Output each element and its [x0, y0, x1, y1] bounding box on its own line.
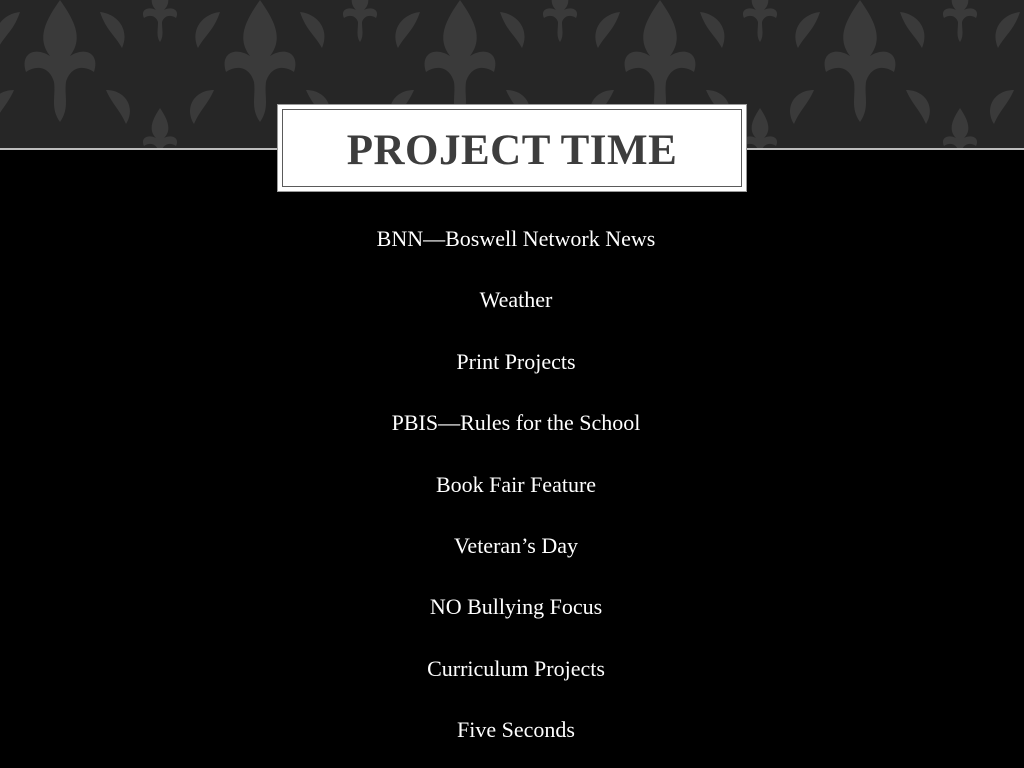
list-item: Print Projects	[456, 348, 576, 374]
slide-title: PROJECT TIME	[346, 126, 678, 174]
list-item: NO Bullying Focus	[429, 594, 603, 620]
list-item: Five Seconds	[457, 717, 575, 743]
list-item: Curriculum Projects	[427, 655, 605, 681]
list-item: BNN—Boswell Network News	[376, 226, 656, 251]
list-item: Book Fair Feature	[435, 471, 597, 497]
project-list	[0, 222, 1024, 768]
list-item: Weather	[479, 287, 553, 313]
list-item: PBIS—Rules for the School	[391, 410, 641, 436]
title-box	[277, 104, 747, 192]
title-frame	[282, 109, 742, 187]
list-item: Veteran’s Day	[453, 532, 578, 558]
